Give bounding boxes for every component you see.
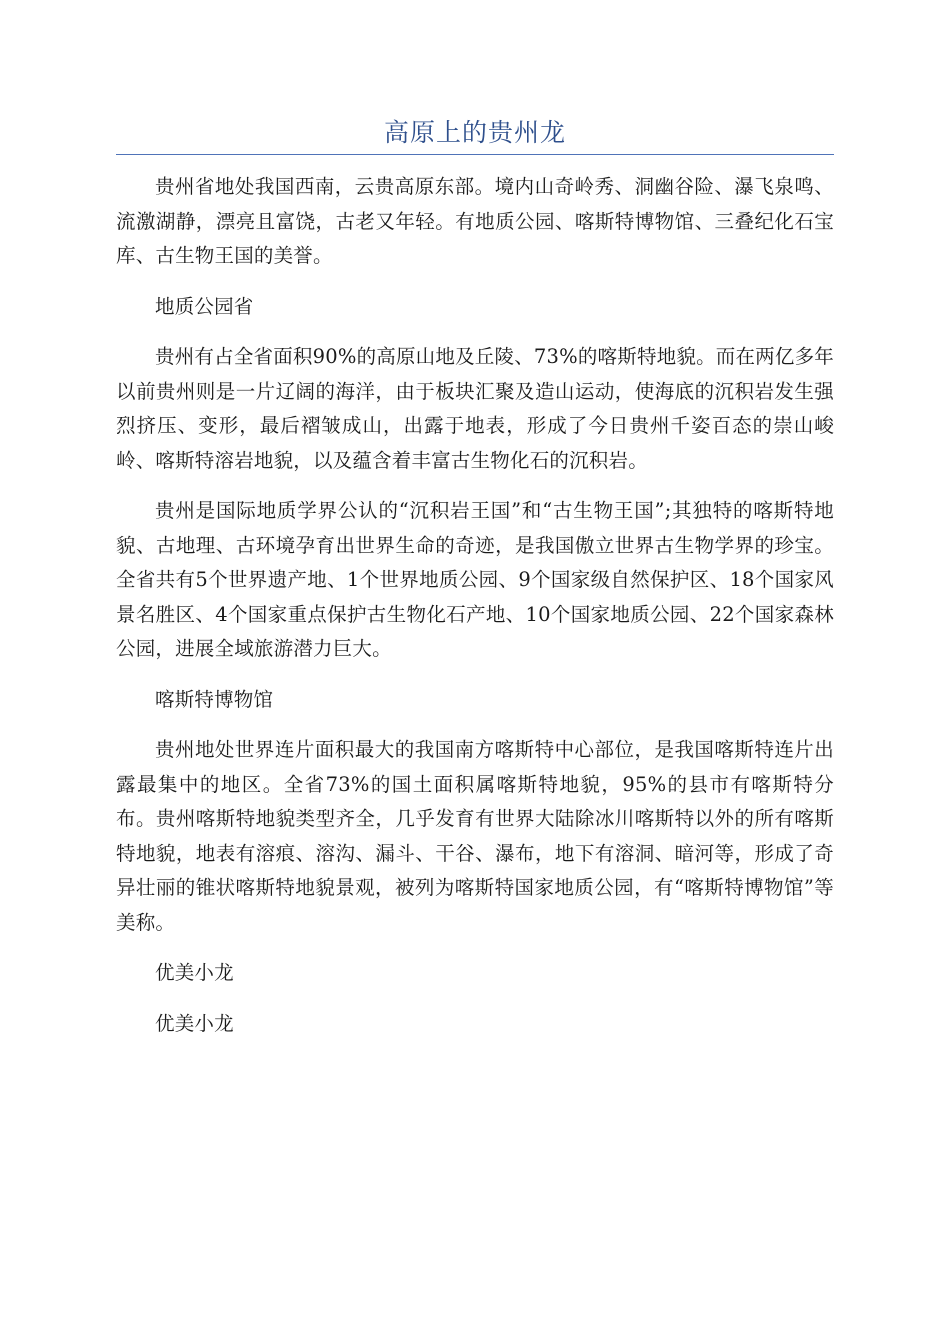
title-underline-divider [116, 154, 834, 155]
section-heading-dragon-2: 优美小龙 [155, 1011, 234, 1035]
document-title: 高原上的贵州龙 [383, 118, 566, 147]
section-heading-geopark: 地质公园省 [155, 294, 254, 318]
paragraph-karst: 贵州地处世界连片面积最大的我国南方喀斯特中心部位，是我国喀斯特连片出露最集中的地区。全省73%的国土面积属喀斯特地貌，95%的县市有喀斯特分布。贵州喀斯特地貌类型齐全，几乎发育有世界大陆除冰川喀斯特以外的所有喀斯特地貌，地表有溶痕、溶沟、漏斗、干谷、瀑布，地下有溶洞、暗河等，形成了奇异壮丽的锥状喀斯特地貌景观，被列为喀斯特国家地质公园，有“喀斯特博物馆”等美称。 [116, 738, 834, 934]
document-body [116, 170, 834, 1057]
section-heading-dragon-1: 优美小龙 [155, 961, 234, 984]
paragraph-sedimentary-kingdom: 贵州是国际地质学界公认的“沉积岩王国”和“古生物王国”;其独特的喀斯特地貌、古地理、古环境孕育出世界生命的奇迹，是我国傲立世界古生物学界的珍宝。全省共有5个世界遗产地、1个世界地质公园、9个国家级自然保护区、18个国家风景名胜区、4个国家重点保护古生物化石产地、10个国家地质公园、22个国家森林公园，进展全域旅游潜力巨大。 [116, 499, 834, 660]
paragraph-intro: 贵州省地处我国西南，云贵高原东部。境内山奇岭秀、洞幽谷险、瀑飞泉鸣、流激湖静，漂亮且富饶，古老又年轻。有地质公园、喀斯特博物馆、三叠纪化石宝库、古生物王国的美誉。 [116, 175, 834, 267]
paragraph-geology: 贵州有占全省面积90%的高原山地及丘陵、73%的喀斯特地貌。而在两亿多年以前贵州则是一片辽阔的海洋，由于板块汇聚及造山运动，使海底的沉积岩发生强烈挤压、变形，最后褶皱成山，出露于地表，形成了今日贵州千姿百态的崇山峻岭、喀斯特溶岩地貌，以及蕴含着丰富古生物化石的沉积岩。 [116, 345, 834, 472]
section-heading-karst-museum: 喀斯特博物馆 [155, 687, 274, 711]
